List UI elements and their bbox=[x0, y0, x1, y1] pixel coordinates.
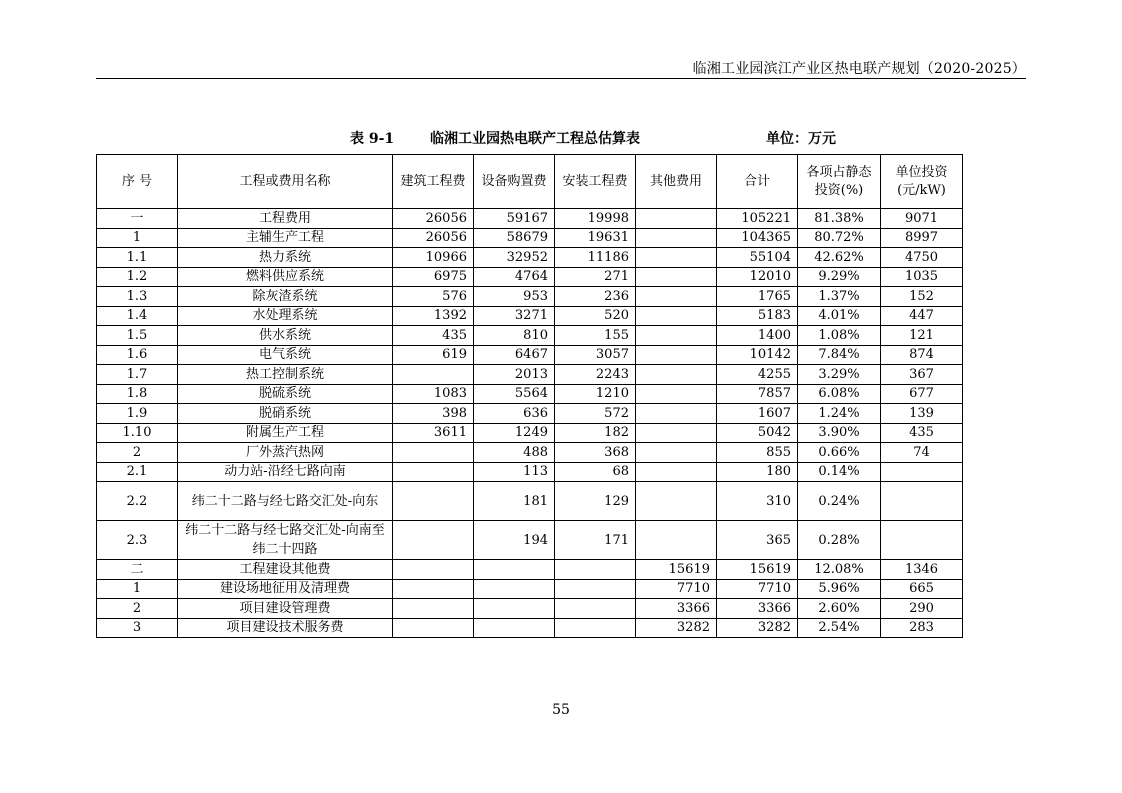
cell-name: 项目建设技术服务费 bbox=[178, 618, 393, 638]
cell-name: 纬二十二路与经七路交汇处-向东 bbox=[178, 482, 393, 521]
cell-unit-investment: 677 bbox=[881, 384, 963, 404]
cell-percent: 6.08% bbox=[798, 384, 881, 404]
cell-unit-investment: 4750 bbox=[881, 248, 963, 268]
cell-name: 电气系统 bbox=[178, 345, 393, 365]
cell-building bbox=[393, 599, 474, 619]
cell-unit-investment: 1035 bbox=[881, 267, 963, 287]
cell-building: 576 bbox=[393, 287, 474, 307]
table-row bbox=[97, 560, 963, 580]
cell-other bbox=[636, 365, 717, 385]
table-row bbox=[97, 579, 963, 599]
cell-total: 180 bbox=[717, 462, 798, 482]
table-row bbox=[97, 384, 963, 404]
cell-building bbox=[393, 618, 474, 638]
cell-no: 1.5 bbox=[97, 326, 178, 346]
table-row bbox=[97, 404, 963, 424]
column-header-total: 合计 bbox=[717, 155, 798, 209]
cell-other bbox=[636, 228, 717, 248]
cell-no: 1.1 bbox=[97, 248, 178, 268]
cell-unit-investment: 152 bbox=[881, 287, 963, 307]
cell-other bbox=[636, 482, 717, 521]
cell-equipment: 488 bbox=[474, 443, 555, 463]
cell-name: 热力系统 bbox=[178, 248, 393, 268]
cell-installation: 68 bbox=[555, 462, 636, 482]
cell-building: 6975 bbox=[393, 267, 474, 287]
column-header-installation: 安装工程费 bbox=[555, 155, 636, 209]
cell-name: 脱硫系统 bbox=[178, 384, 393, 404]
cell-name: 脱硝系统 bbox=[178, 404, 393, 424]
cell-no: 1.6 bbox=[97, 345, 178, 365]
cell-percent: 0.24% bbox=[798, 482, 881, 521]
page-number: 55 bbox=[552, 702, 570, 718]
cell-percent: 3.29% bbox=[798, 365, 881, 385]
cell-installation: 171 bbox=[555, 521, 636, 560]
cell-name: 厂外蒸汽热网 bbox=[178, 443, 393, 463]
cell-percent: 2.54% bbox=[798, 618, 881, 638]
table-row bbox=[97, 462, 963, 482]
running-header-title: 临湘工业园滨江产业区热电联产规划（2020-2025） bbox=[692, 61, 1026, 77]
cell-other bbox=[636, 267, 717, 287]
cell-equipment: 59167 bbox=[474, 209, 555, 229]
cell-other: 3366 bbox=[636, 599, 717, 619]
cell-installation bbox=[555, 599, 636, 619]
table-row bbox=[97, 248, 963, 268]
cell-no: 1.10 bbox=[97, 423, 178, 443]
cell-building: 1392 bbox=[393, 306, 474, 326]
table-row bbox=[97, 306, 963, 326]
cell-percent: 5.96% bbox=[798, 579, 881, 599]
cell-name: 动力站-沿经七路向南 bbox=[178, 462, 393, 482]
cell-total: 5042 bbox=[717, 423, 798, 443]
cell-installation: 155 bbox=[555, 326, 636, 346]
cell-installation bbox=[555, 618, 636, 638]
cell-equipment: 181 bbox=[474, 482, 555, 521]
cell-installation: 2243 bbox=[555, 365, 636, 385]
cell-installation: 368 bbox=[555, 443, 636, 463]
table-row bbox=[97, 365, 963, 385]
cell-name: 热工控制系统 bbox=[178, 365, 393, 385]
cell-total: 104365 bbox=[717, 228, 798, 248]
table-row bbox=[97, 267, 963, 287]
cell-equipment: 32952 bbox=[474, 248, 555, 268]
cell-percent: 1.24% bbox=[798, 404, 881, 424]
cell-equipment: 810 bbox=[474, 326, 555, 346]
table-row bbox=[97, 618, 963, 638]
cell-installation: 182 bbox=[555, 423, 636, 443]
table-row bbox=[97, 482, 963, 521]
cell-no: 1.9 bbox=[97, 404, 178, 424]
table-row bbox=[97, 599, 963, 619]
cell-total: 365 bbox=[717, 521, 798, 560]
cell-percent: 80.72% bbox=[798, 228, 881, 248]
table-body bbox=[97, 209, 963, 638]
cell-equipment: 1249 bbox=[474, 423, 555, 443]
cell-unit-investment: 874 bbox=[881, 345, 963, 365]
cell-equipment bbox=[474, 579, 555, 599]
cell-percent: 0.14% bbox=[798, 462, 881, 482]
table-row bbox=[97, 423, 963, 443]
table-title: 临湘工业园热电联产工程总估算表 bbox=[430, 131, 640, 147]
cell-no: 2 bbox=[97, 443, 178, 463]
table-row bbox=[97, 521, 963, 560]
cell-total: 7857 bbox=[717, 384, 798, 404]
header-rule bbox=[96, 78, 1026, 79]
table-unit: 单位：万元 bbox=[766, 131, 836, 147]
table-number: 表 9-1 bbox=[350, 131, 395, 147]
cell-equipment: 58679 bbox=[474, 228, 555, 248]
cell-percent: 7.84% bbox=[798, 345, 881, 365]
cell-other bbox=[636, 248, 717, 268]
cell-no: 1.2 bbox=[97, 267, 178, 287]
cell-building bbox=[393, 482, 474, 521]
cell-name: 建设场地征用及清理费 bbox=[178, 579, 393, 599]
cell-building bbox=[393, 521, 474, 560]
cell-other bbox=[636, 443, 717, 463]
cell-other bbox=[636, 306, 717, 326]
cell-unit-investment: 447 bbox=[881, 306, 963, 326]
cell-no: 2 bbox=[97, 599, 178, 619]
cell-unit-investment: 435 bbox=[881, 423, 963, 443]
cell-equipment: 4764 bbox=[474, 267, 555, 287]
table-row bbox=[97, 443, 963, 463]
cell-installation: 271 bbox=[555, 267, 636, 287]
cell-percent: 0.66% bbox=[798, 443, 881, 463]
cell-building bbox=[393, 560, 474, 580]
cell-total: 1400 bbox=[717, 326, 798, 346]
cell-no: 2.1 bbox=[97, 462, 178, 482]
column-header-unit-investment: 单位投资(元/kW) bbox=[881, 155, 963, 209]
cell-building bbox=[393, 462, 474, 482]
cell-other bbox=[636, 287, 717, 307]
cell-percent: 1.37% bbox=[798, 287, 881, 307]
cell-unit-investment: 8997 bbox=[881, 228, 963, 248]
cell-name: 主辅生产工程 bbox=[178, 228, 393, 248]
cell-equipment: 5564 bbox=[474, 384, 555, 404]
table-row bbox=[97, 287, 963, 307]
cell-no: 1.3 bbox=[97, 287, 178, 307]
cell-other bbox=[636, 423, 717, 443]
cell-installation: 1210 bbox=[555, 384, 636, 404]
cell-name: 项目建设管理费 bbox=[178, 599, 393, 619]
cell-name: 纬二十二路与经七路交汇处-向南至纬二十四路 bbox=[178, 521, 393, 560]
cell-other bbox=[636, 521, 717, 560]
table-row bbox=[97, 326, 963, 346]
cell-unit-investment: 283 bbox=[881, 618, 963, 638]
cell-other bbox=[636, 209, 717, 229]
cell-building: 1083 bbox=[393, 384, 474, 404]
cell-no: 3 bbox=[97, 618, 178, 638]
cell-total: 55104 bbox=[717, 248, 798, 268]
cell-unit-investment bbox=[881, 521, 963, 560]
cell-percent: 0.28% bbox=[798, 521, 881, 560]
cell-building bbox=[393, 443, 474, 463]
cell-name: 工程费用 bbox=[178, 209, 393, 229]
cell-no: 1 bbox=[97, 579, 178, 599]
cell-name: 工程建设其他费 bbox=[178, 560, 393, 580]
column-header-no: 序 号 bbox=[97, 155, 178, 209]
column-header-other: 其他费用 bbox=[636, 155, 717, 209]
cell-total: 7710 bbox=[717, 579, 798, 599]
cell-unit-investment: 1346 bbox=[881, 560, 963, 580]
cell-building: 619 bbox=[393, 345, 474, 365]
cell-installation: 3057 bbox=[555, 345, 636, 365]
cell-building: 398 bbox=[393, 404, 474, 424]
cell-no: 1 bbox=[97, 228, 178, 248]
column-header-building: 建筑工程费 bbox=[393, 155, 474, 209]
cell-installation bbox=[555, 579, 636, 599]
cell-equipment: 953 bbox=[474, 287, 555, 307]
cell-unit-investment: 665 bbox=[881, 579, 963, 599]
cell-name: 水处理系统 bbox=[178, 306, 393, 326]
cell-percent: 81.38% bbox=[798, 209, 881, 229]
cell-other: 7710 bbox=[636, 579, 717, 599]
cell-other bbox=[636, 404, 717, 424]
cell-other: 3282 bbox=[636, 618, 717, 638]
cell-equipment bbox=[474, 618, 555, 638]
cell-name: 供水系统 bbox=[178, 326, 393, 346]
cell-unit-investment: 290 bbox=[881, 599, 963, 619]
cell-percent: 1.08% bbox=[798, 326, 881, 346]
table-row bbox=[97, 228, 963, 248]
column-header-percent: 各项占静态投资(%) bbox=[798, 155, 881, 209]
cell-installation: 129 bbox=[555, 482, 636, 521]
table-row bbox=[97, 345, 963, 365]
cell-unit-investment: 9071 bbox=[881, 209, 963, 229]
cell-total: 5183 bbox=[717, 306, 798, 326]
cell-installation: 19998 bbox=[555, 209, 636, 229]
cell-percent: 2.60% bbox=[798, 599, 881, 619]
cell-name: 附属生产工程 bbox=[178, 423, 393, 443]
cell-total: 105221 bbox=[717, 209, 798, 229]
cell-total: 1765 bbox=[717, 287, 798, 307]
cell-unit-investment: 74 bbox=[881, 443, 963, 463]
cell-other bbox=[636, 462, 717, 482]
cell-total: 15619 bbox=[717, 560, 798, 580]
cell-equipment bbox=[474, 560, 555, 580]
cell-no: 一 bbox=[97, 209, 178, 229]
table-header-row bbox=[97, 155, 963, 209]
table-row bbox=[97, 209, 963, 229]
cell-equipment bbox=[474, 599, 555, 619]
cell-total: 12010 bbox=[717, 267, 798, 287]
cell-percent: 9.29% bbox=[798, 267, 881, 287]
cell-building bbox=[393, 365, 474, 385]
cell-equipment: 636 bbox=[474, 404, 555, 424]
cell-unit-investment bbox=[881, 482, 963, 521]
cell-total: 3366 bbox=[717, 599, 798, 619]
cell-building bbox=[393, 579, 474, 599]
cell-installation bbox=[555, 560, 636, 580]
cell-equipment: 3271 bbox=[474, 306, 555, 326]
cell-other bbox=[636, 345, 717, 365]
cell-name: 除灰渣系统 bbox=[178, 287, 393, 307]
cell-name: 燃料供应系统 bbox=[178, 267, 393, 287]
cell-other bbox=[636, 326, 717, 346]
cell-total: 4255 bbox=[717, 365, 798, 385]
cell-unit-investment: 139 bbox=[881, 404, 963, 424]
cell-building: 3611 bbox=[393, 423, 474, 443]
cell-no: 2.3 bbox=[97, 521, 178, 560]
cell-equipment: 6467 bbox=[474, 345, 555, 365]
cell-unit-investment: 367 bbox=[881, 365, 963, 385]
cell-total: 310 bbox=[717, 482, 798, 521]
cell-other: 15619 bbox=[636, 560, 717, 580]
cell-no: 二 bbox=[97, 560, 178, 580]
column-header-name: 工程或费用名称 bbox=[178, 155, 393, 209]
cell-equipment: 113 bbox=[474, 462, 555, 482]
cell-total: 3282 bbox=[717, 618, 798, 638]
cell-no: 1.7 bbox=[97, 365, 178, 385]
cell-building: 10966 bbox=[393, 248, 474, 268]
cell-percent: 4.01% bbox=[798, 306, 881, 326]
cell-installation: 520 bbox=[555, 306, 636, 326]
cell-unit-investment: 121 bbox=[881, 326, 963, 346]
cost-estimate-table bbox=[96, 154, 963, 638]
cell-building: 435 bbox=[393, 326, 474, 346]
cell-equipment: 2013 bbox=[474, 365, 555, 385]
column-header-equipment: 设备购置费 bbox=[474, 155, 555, 209]
cell-installation: 19631 bbox=[555, 228, 636, 248]
table-caption bbox=[96, 128, 962, 148]
cell-installation: 572 bbox=[555, 404, 636, 424]
cell-percent: 3.90% bbox=[798, 423, 881, 443]
cell-equipment: 194 bbox=[474, 521, 555, 560]
cell-no: 1.4 bbox=[97, 306, 178, 326]
cell-percent: 12.08% bbox=[798, 560, 881, 580]
cell-total: 10142 bbox=[717, 345, 798, 365]
cell-total: 855 bbox=[717, 443, 798, 463]
cell-other bbox=[636, 384, 717, 404]
cell-percent: 42.62% bbox=[798, 248, 881, 268]
cell-installation: 236 bbox=[555, 287, 636, 307]
cell-installation: 11186 bbox=[555, 248, 636, 268]
cell-building: 26056 bbox=[393, 228, 474, 248]
cell-unit-investment bbox=[881, 462, 963, 482]
cell-no: 2.2 bbox=[97, 482, 178, 521]
cell-total: 1607 bbox=[717, 404, 798, 424]
cell-building: 26056 bbox=[393, 209, 474, 229]
cell-no: 1.8 bbox=[97, 384, 178, 404]
